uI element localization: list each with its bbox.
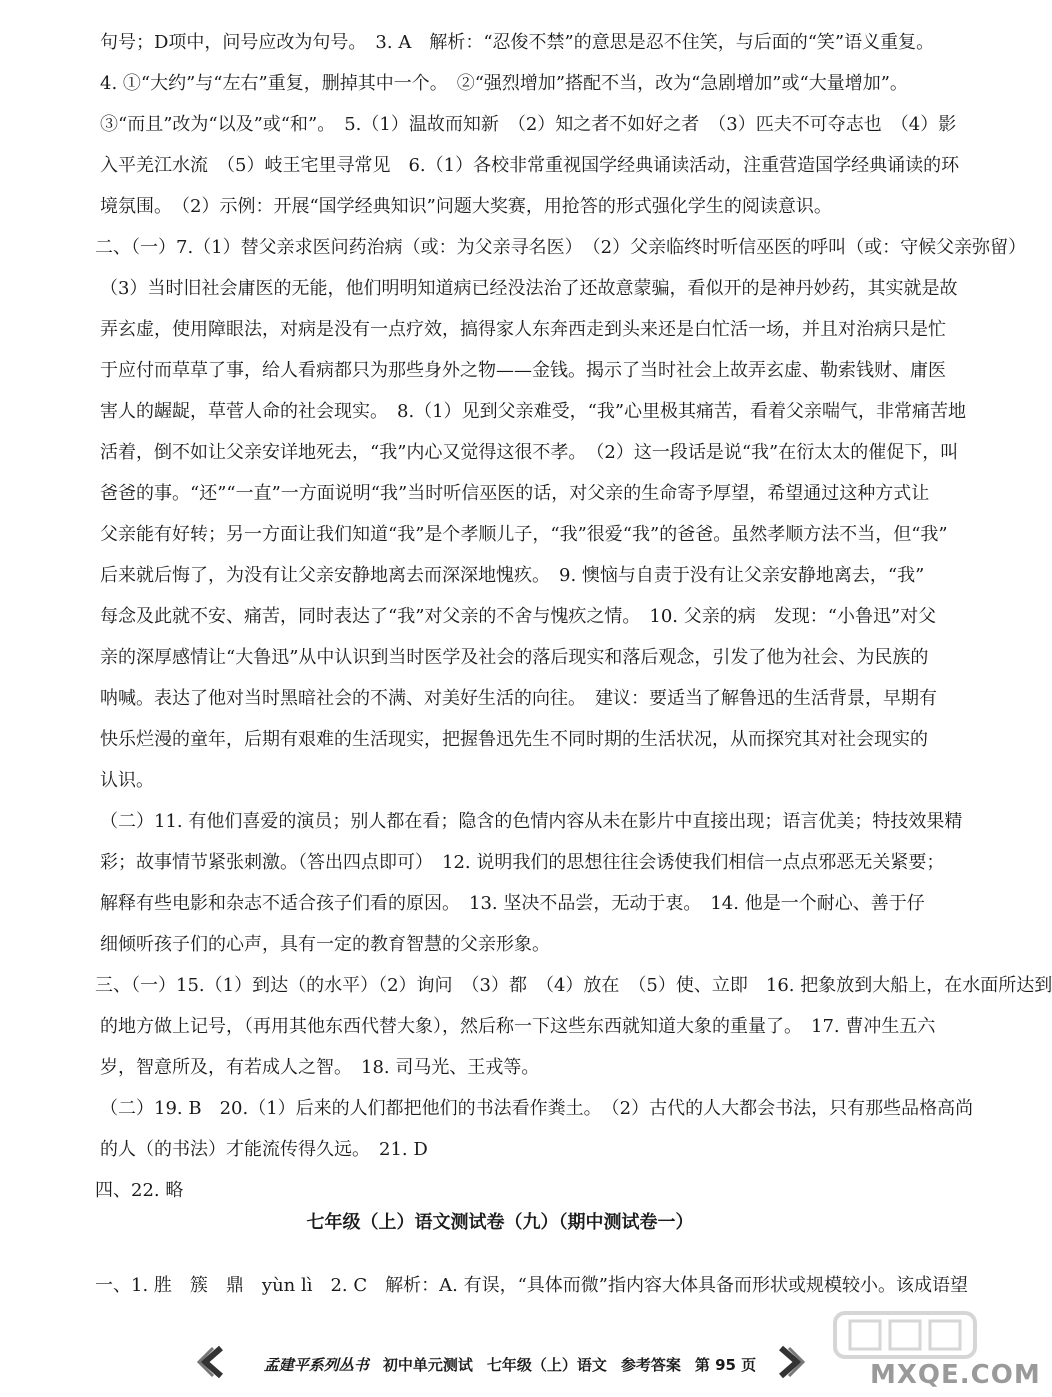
answer-text-block-2	[95, 1265, 968, 1306]
text-line: 入平羌江水流 （5）岐王宅里寻常见 6.（1）各校非常重视国学经典诵读活动，注重营造国学经典诵读的环	[100, 155, 960, 176]
text-line: 弄玄虚，使用障眼法，对病是没有一点疗效，搞得家人东奔西走到头来还是白忙活一场，并且对治病只是忙	[100, 319, 946, 340]
text-line: 解释有些电影和杂志不适合孩子们看的原因。 13. 坚决不品尝，无动于衷。 14. 他是一个耐心、善于仔	[100, 893, 925, 914]
footer-brand: 孟建平系列丛书	[263, 1355, 369, 1374]
text-line: 岁，智意所及，有若成人之智。 18. 司马光、王戎等。	[100, 1057, 540, 1078]
text-line: 爸爸的事。“还”“一直”一方面说明“我”当时听信巫医的话，对父亲的生命寄予厚望，希望通过这种方式让	[100, 483, 930, 504]
text-line: 后来就后悔了，为没有让父亲安静地离去而深深地愧疚。 9. 懊恼与自责于没有让父亲安静地离去，“我”	[100, 565, 925, 586]
text-line: 每念及此就不安、痛苦，同时表达了“我”对父亲的不舍与愧疚之情。 10. 父亲的病 发现：“小鲁迅”对父	[100, 606, 937, 627]
text-line: 4. ①“大约”与“左右”重复，删掉其中一个。 ②“强烈增加”搭配不当，改为“急剧增加”或“大量增加”。	[100, 73, 908, 94]
text-line: 四、22. 略	[95, 1180, 184, 1201]
answer-text-block	[95, 22, 1052, 1211]
text-line: （二）19. B 20.（1）后来的人们都把他们的书法看作粪土。 （2）古代的人大都会书法，只有那些品格高尚	[100, 1098, 974, 1119]
text-line: 父亲能有好转；另一方面让我们知道“我”是个孝顺儿子，“我”很爱“我”的爸爸。虽然孝顺方法不当，但“我”	[100, 524, 948, 545]
text-line: 认识。	[100, 770, 154, 791]
text-line: 三、（一）15.（1）到达（的水平）（2）询问 （3）都 （4）放在 （5）使、立即 16. 把象放到大船上，在水面所达到	[95, 975, 1052, 996]
text-line: （3）当时旧社会庸医的无能，他们明明知道病已经没法治了还故意蒙骗，看似开的是神丹妙药，其实就是故	[100, 278, 958, 299]
text-line: 一、1. 胜 簇 鼎 yùn lì 2. C 解析：A. 有误，“具体而微”指内容大体具备而形状或规模较小。该成语望	[95, 1275, 968, 1296]
text-line: 境氛围。 （2）示例：开展“国学经典知识”问题大奖赛，用抢答的形式强化学生的阅读意识。	[100, 196, 832, 217]
text-line: 的人（的书法）才能流传得久远。 21. D	[100, 1139, 428, 1160]
watermark-text: MXQE.COM	[870, 1360, 1041, 1390]
text-line: 的地方做上记号，（再用其他东西代替大象），然后称一下这些东西就知道大象的重量了。 17. 曹冲生五六	[100, 1016, 936, 1037]
text-line: 彩；故事情节紧张刺激。（答出四点即可） 12. 说明我们的思想往往会诱使我们相信一点点邪恶无关紧要；	[100, 852, 945, 873]
page-number: 第 95 页	[694, 1355, 757, 1374]
text-line: 害人的龌龊，草菅人命的社会现实。 8.（1）见到父亲难受，“我”心里极其痛苦，看着父亲喘气，非常痛苦地	[100, 401, 967, 422]
text-line: （二）11. 有他们喜爱的演员；别人都在看；隐含的色情内容从未在影片中直接出现；语言优美；特技效果精	[100, 811, 963, 832]
text-line: 快乐烂漫的童年，后期有艰难的生活现实，把握鲁迅先生不同时期的生活状况，从而探究其对社会现实的	[100, 729, 928, 750]
text-line: 二、（一）7.（1）替父亲求医问药治病（或：为父亲寻名医） （2）父亲临终时听信巫医的呼叫（或：守候父亲弥留）	[95, 237, 1027, 258]
footer-grade: 七年级（上）语文	[486, 1355, 607, 1374]
text-line: ③“而且”改为“以及”或“和”。 5.（1）温故而知新 （2）知之者不如好之者 （3）匹夫不可夺志也 （4）影	[100, 114, 957, 135]
footer-series: 初中单元测试	[382, 1355, 473, 1374]
text-line: 亲的深厚感情让“大鲁迅”从中认识到当时医学及社会的落后现实和落后观念，引发了他为社会、为民族的	[100, 647, 929, 668]
section-title: 七年级（上）语文测试卷（九）（期中测试卷一）	[306, 1212, 694, 1233]
text-line: 于应付而草草了事，给人看病都只为那些身外之物——金钱。揭示了当时社会上故弄玄虚、勒索钱财、庸医	[100, 360, 946, 381]
text-line: 句号；D项中，问号应改为句号。 3. A 解析：“忍俊不禁”的意思是忍不住笑，与后面的“笑”语义重复。	[100, 32, 935, 53]
footer-answers: 参考答案	[620, 1355, 681, 1374]
text-line: 活着，倒不如让父亲安详地死去，“我”内心又觉得这很不孝。 （2）这一段话是说“我”在衍太太的催促下，叫	[100, 442, 959, 463]
page-footer	[215, 1346, 805, 1382]
text-line: 细倾听孩子们的心声，具有一定的教育智慧的父亲形象。	[100, 934, 550, 955]
text-line: 呐喊。表达了他对当时黑暗社会的不满、对美好生活的向往。 建议：要适当了解鲁迅的生活背景，早期有	[100, 688, 937, 709]
